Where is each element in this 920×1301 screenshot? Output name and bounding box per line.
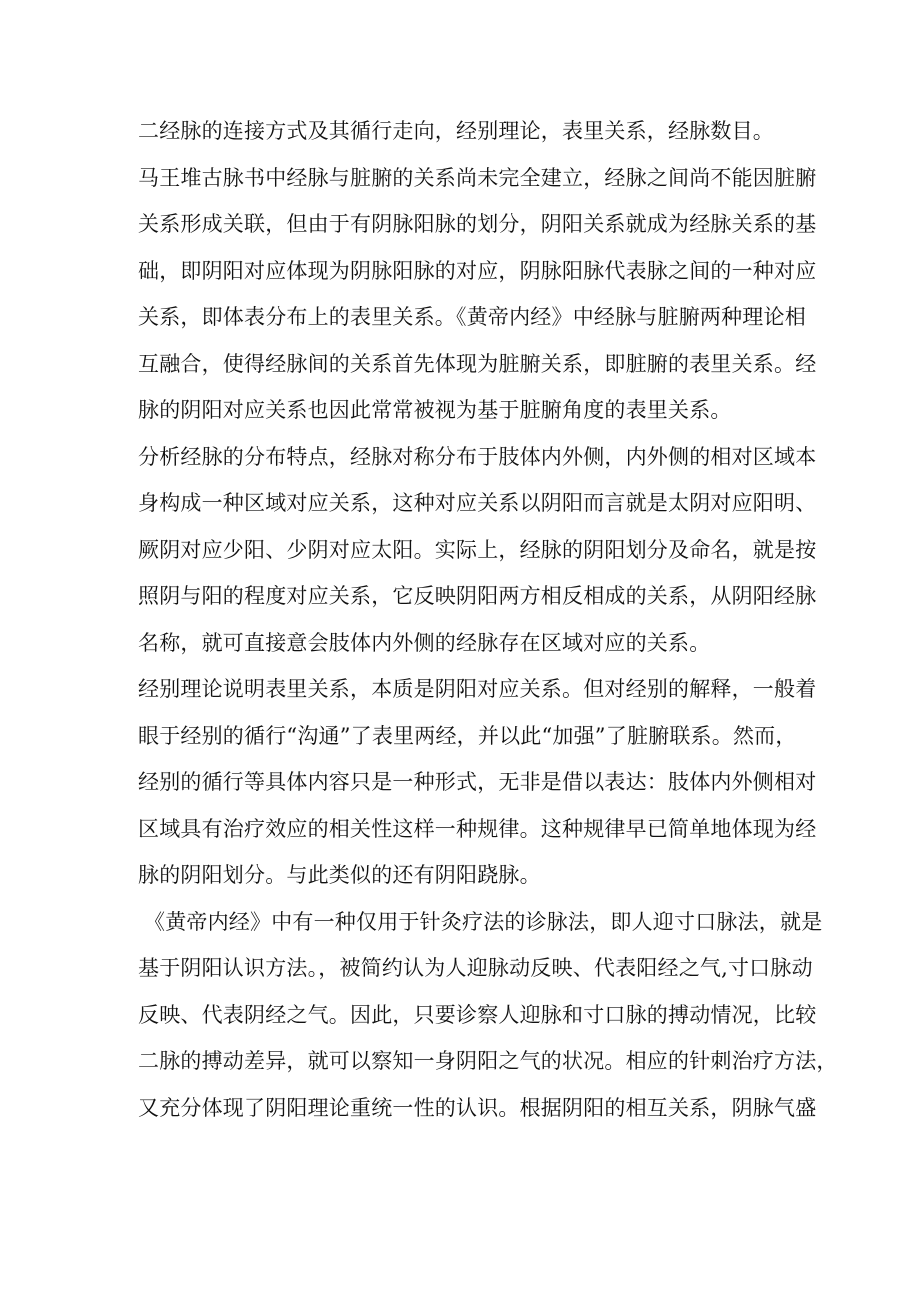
text-line: 照阴与阳的程度对应关系，它反映阴阳两方相反相成的关系，从阴阳经脉	[138, 584, 817, 608]
text-line: 础，即阴阳对应体现为阴脉阳脉的对应，阴脉阳脉代表脉之间的一种对应	[138, 258, 817, 283]
text-line: 厥阴对应少阳、少阴对应太阳。实际上，经脉的阴阳划分及命名，就是按	[138, 537, 817, 562]
text-line: 区域具有治疗效应的相关性这样一种规律。这种规律早已简单地体现为经	[138, 816, 817, 841]
text-line: 马王堆古脉书中经脉与脏腑的关系尚未完全建立，经脉之间尚不能因脏腑	[138, 165, 817, 190]
text-line: 脉的阴阳划分。与此类似的还有阴阳跷脉。	[138, 863, 541, 887]
text-line: 经别理论说明表里关系，本质是阴阳对应关系。但对经别的解释，一般着	[138, 677, 817, 701]
text-line: 经别的循行等具体内容只是一种形式，无非是借以表达：肢体内外侧相对	[138, 770, 817, 794]
text-line: 关系形成关联，但由于有阴脉阳脉的划分，阴阳关系就成为经脉关系的基	[138, 212, 817, 236]
text-line: 关系，即体表分布上的表里关系。《黄帝内经》中经脉与脏腑两种理论相	[138, 305, 806, 329]
text-line: 分析经脉的分布特点，经脉对称分布于肢体内外侧，内外侧的相对区域本	[138, 444, 817, 469]
text-line: 二脉的搏动差异，就可以察知一身阴阳之气的状况。相应的针刺治疗方法，	[138, 1049, 838, 1073]
text-line: 《黄帝内经》中有一种仅用于针灸疗法的诊脉法，即人迎寸口脉法，就是	[144, 909, 823, 934]
text-line: 脉的阴阳对应关系也因此常常被视为基于脏腑角度的表里关系。	[138, 398, 732, 422]
text-line: 身构成一种区域对应关系，这种对应关系以阴阳而言就是太阴对应阳明、	[138, 491, 817, 515]
text-line: 眼于经别的循行“沟通”了表里两经，并以此“加强”了脏腑联系。然而，	[138, 723, 797, 748]
text-line: 又充分体现了阴阳理论重统一性的认识。根据阴阳的相互关系，阴脉气盛	[138, 1095, 817, 1120]
document-body	[138, 108, 838, 1131]
text-line: 反映、代表阴经之气。因此，只要诊察人迎脉和寸口脉的搏动情况，比较	[138, 1002, 817, 1027]
text-line: 二经脉的连接方式及其循行走向，经别理论，表里关系，经脉数目。	[138, 119, 774, 143]
text-line: 互融合，使得经脉间的关系首先体现为脏腑关系，即脏腑的表里关系。经	[138, 351, 817, 376]
text-line: 名称，就可直接意会肢体内外侧的经脉存在区域对应的关系。	[138, 630, 711, 655]
text-line: 基于阴阳认识方法。，被简约认为人迎脉动反映、代表阳经之气,寸口脉动	[138, 956, 813, 980]
